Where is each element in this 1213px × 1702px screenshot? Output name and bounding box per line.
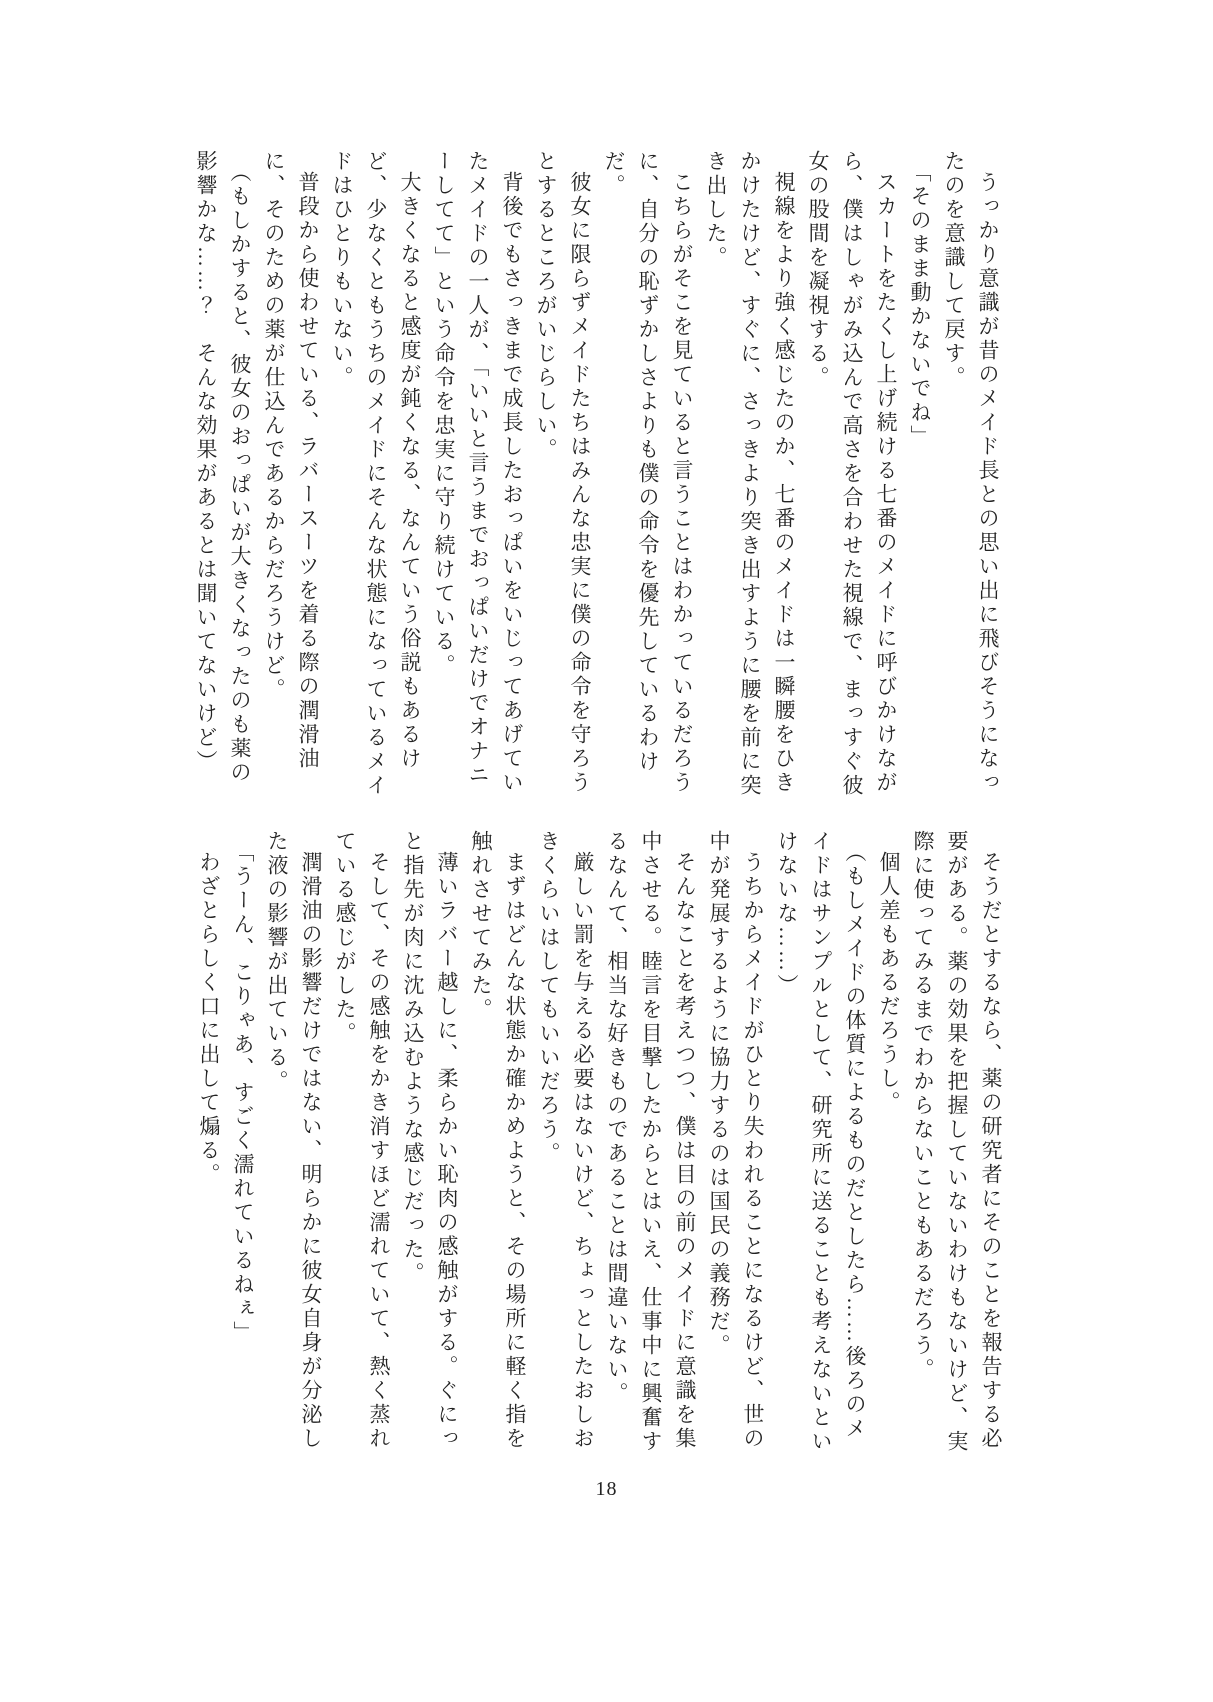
paragraph: 個人差もあるだろうし。: [877, 851, 901, 1115]
paragraph: スカートをたくし上げ続ける七番のメイドに呼びかけながら、僕はしゃがみ込んで高さを合わせた視線で、まっすぐ彼女の股間を凝視する。: [806, 150, 898, 798]
paragraph: 視線をより強く感じたのか、七番のメイドは一瞬腰をひきかけたけど、すぐに、さっきより突き出すように腰を前に突き出した。: [704, 150, 796, 798]
paragraph: そうだとするなら、薬の研究者にそのことを報告する必要がある。薬の効果を把握していないわけもないけど、実際に使ってみるまでわからないこともあるだろう。: [911, 830, 1003, 1454]
paragraph: そして、その感触をかき消すほど濡れていて、熱く蒸れている感じがした。: [333, 830, 391, 1451]
paragraph: 大きくなると感度が鈍くなる、なんていう俗説もあるけど、少なくともうちのメイドにそんな状態になっているメイドはひとりもいない。: [330, 150, 422, 798]
paragraph: 普段から使わせている、ラバースーツを着る際の潤滑油に、そのための薬が仕込んであるからだろうけど。: [262, 150, 320, 771]
dialogue-paragraph: 「そのまま動かないでね」: [908, 160, 932, 449]
paragraph: そんなことを考えつつ、僕は目の前のメイドに意識を集中させる。睦言を目撃したからとはいえ、仕事中に興奮するなんて、相当な好きものであることは間違いない。: [605, 830, 697, 1454]
text-block-bottom: [186, 830, 1008, 1464]
paragraph: こちらがそこを見ていると言うことはわかっているだろうに、自分の恥ずかしさよりも僕の命令を優先しているわけだ。: [602, 150, 694, 795]
page-number: 18: [595, 1478, 618, 1500]
paragraph: うっかり意識が昔のメイド長との思い出に飛びそうになったのを意識して戻す。: [942, 150, 1000, 795]
text-block-top: [185, 150, 1005, 808]
paragraph: 薄いラバー越しに、柔らかい恥肉の感触がする。ぐにっと指先が肉に沈み込むような感じだった。: [401, 830, 459, 1451]
paragraph: 潤滑油の影響だけではない、明らかに彼女自身が分泌した液の影響が出ている。: [265, 830, 323, 1451]
dialogue-paragraph: 「うーん、こりゃあ、すごく濡れているねぇ」: [231, 840, 255, 1345]
paragraph: わざとらしく口に出して煽る。: [197, 851, 221, 1187]
paragraph: 厳しい罰を与える必要はないけど、ちょっとしたおしおきくらいはしてもいいだろう。: [537, 830, 595, 1451]
paragraph: まずはどんな状態か確かめようと、その場所に軽く指を触れさせてみた。: [469, 830, 527, 1451]
paragraph: 背後でもさっきまで成長したおっぱいをいじってあげていたメイドの一人が、「いいと言うまでおっぱいだけでオナニーしてて」という命令を忠実に守り続けている。: [432, 150, 524, 795]
paragraph: 彼女に限らずメイドたちはみんな忠実に僕の命令を守ろうとするところがいじらしい。: [534, 150, 592, 795]
thought-paragraph: （もしかすると、彼女のおっぱいが大きくなったのも薬の影響かな……？ そんな効果があるとは聞いてないけど）: [194, 150, 252, 785]
paragraph: うちからメイドがひとり失われることになるけど、世の中が発展するように協力するのは国民の義務だ。: [707, 830, 765, 1451]
thought-paragraph: （もしメイドの体質によるものだとしたら……後ろのメイドはサンプルとして、研究所に送ることも考えないといけないな……）: [775, 830, 867, 1454]
